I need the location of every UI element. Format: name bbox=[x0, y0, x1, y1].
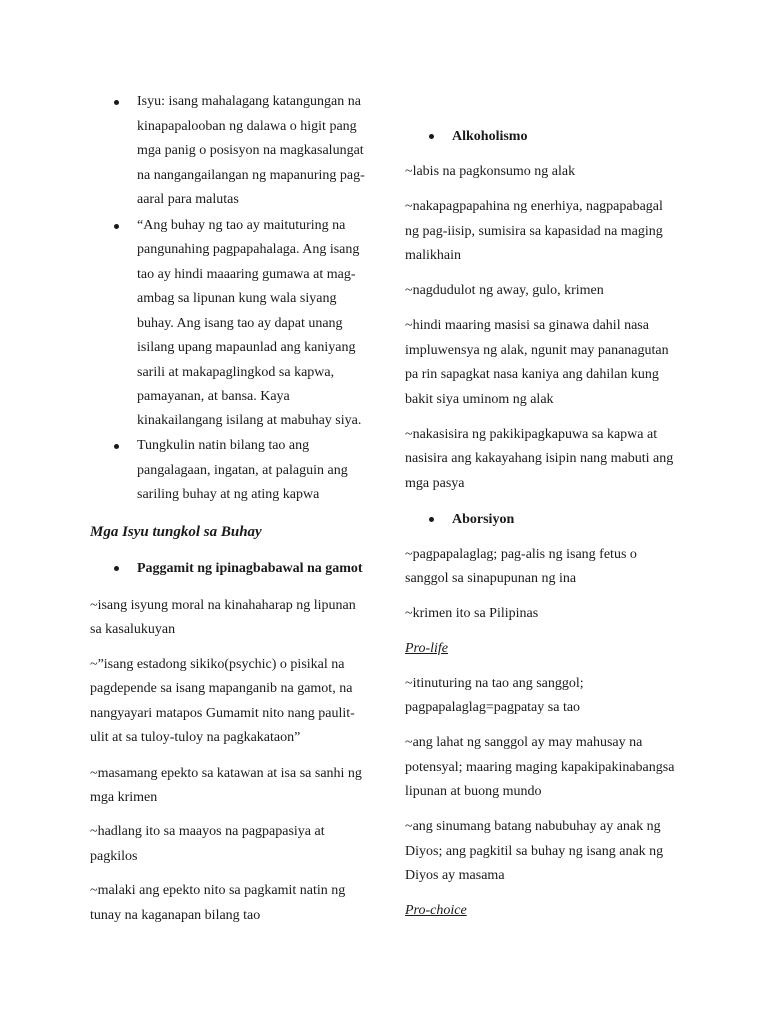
bullet-line: pamayanan, at bansa. Kaya bbox=[137, 389, 290, 404]
paragraph-line: mga pasya bbox=[405, 476, 465, 491]
bullet-line: ambag sa lipunan kung wala siyang bbox=[137, 291, 337, 306]
section-heading: Mga Isyu tungkol sa Buhay bbox=[90, 524, 262, 540]
paragraph-line: ~pagpapalaglag; pag-alis ng isang fetus o bbox=[405, 547, 637, 562]
paragraph-line: ~hindi maaring masisi sa ginawa dahil nasa bbox=[405, 318, 649, 333]
paragraph-line: Diyos; ang pagkitil sa buhay ng isang anak ng bbox=[405, 844, 664, 859]
paragraph-line: ~malaki ang epekto nito sa pagkamit natin ng bbox=[90, 883, 346, 898]
bullet-line: aaral para malutas bbox=[137, 192, 239, 207]
bullet-line: pangunahing pagpapahalaga. Ang isang bbox=[137, 242, 360, 257]
topic-heading: Alkoholismo bbox=[452, 129, 528, 144]
paragraph-line: pagdepende sa isang mapanganib na gamot, na bbox=[90, 681, 353, 696]
paragraph-line: ~isang isyung moral na kinahaharap ng lipunan bbox=[90, 598, 356, 613]
bullet-line: na nangangailangan ng mapanuring pag- bbox=[137, 168, 365, 183]
bullet-line: Tungkulin natin bilang tao ang bbox=[137, 438, 310, 453]
paragraph-line: tunay na kaganapan bilang tao bbox=[90, 908, 261, 923]
paragraph-line: pa rin sapagkat nasa kaniya ang dahilan kung bbox=[405, 367, 659, 382]
topic-heading: Paggamit ng ipinagbabawal na gamot bbox=[137, 561, 363, 576]
paragraph-line: ~”isang estadong sikiko(psychic) o pisikal na bbox=[90, 657, 345, 672]
prochoice-link[interactable]: Pro-choice bbox=[405, 903, 467, 918]
bullet-line: Isyu: isang mahalagang katangungan na bbox=[137, 94, 361, 109]
bullet-line: “Ang buhay ng tao ay maituturing na bbox=[137, 218, 346, 233]
paragraph-line: pagkilos bbox=[90, 849, 138, 864]
paragraph-line: ulit at sa tuloy-tuloy na pagkakataon” bbox=[90, 730, 301, 745]
paragraph-line: malikhain bbox=[405, 248, 461, 263]
paragraph-line: ~masamang epekto sa katawan at isa sa sanhi ng bbox=[90, 766, 362, 781]
bullet-icon bbox=[114, 566, 119, 571]
bullet-line: tao ay hindi maaaring gumawa at mag- bbox=[137, 267, 356, 282]
bullet-line: isilang upang mapaunlad ang kaniyang bbox=[137, 340, 356, 355]
paragraph-line: sa kasalukuyan bbox=[90, 622, 176, 637]
paragraph-line: ~nakapagpapahina ng enerhiya, nagpapabagal bbox=[405, 199, 663, 214]
paragraph-line: sanggol sa sinapupunan ng ina bbox=[405, 571, 577, 586]
paragraph-line: ~ang sinumang batang nabubuhay ay anak ng bbox=[405, 819, 661, 834]
paragraph-line: Diyos ay masama bbox=[405, 868, 505, 883]
paragraph-line: nangyayari matapos Gumamit nito nang paulit- bbox=[90, 706, 355, 721]
paragraph-line: ng pag-iisip, sumisira sa kapasidad na maging bbox=[405, 224, 663, 239]
bullet-icon bbox=[429, 134, 434, 139]
paragraph-line: ~itinuturing na tao ang sanggol; bbox=[405, 676, 584, 691]
bullet-line: kinapapalooban ng dalawa o higit pang bbox=[137, 119, 357, 134]
bullet-line: sarili at makapaglingkod sa kapwa, bbox=[137, 365, 335, 380]
prolife-link[interactable]: Pro-life bbox=[405, 641, 449, 656]
paragraph-line: ~ang lahat ng sanggol ay may mahusay na bbox=[405, 735, 643, 750]
bullet-line: mga panig o posisyon na magkasalungat bbox=[137, 143, 364, 158]
bullet-line: buhay. Ang isang tao ay dapat unang bbox=[137, 316, 343, 331]
paragraph-line: ~nagdudulot ng away, gulo, krimen bbox=[405, 283, 604, 298]
bullet-line: kinakailangang isilang at mabuhay siya. bbox=[137, 413, 362, 428]
paragraph-line: nasisira ang kakayahang isipin nang mabuti ang bbox=[405, 451, 674, 466]
paragraph-line: lipunan at buong mundo bbox=[405, 784, 542, 799]
paragraph-line: mga krimen bbox=[90, 790, 158, 805]
paragraph-line: ~labis na pagkonsumo ng alak bbox=[405, 164, 576, 179]
paragraph-line: impluwensya ng alak, ngunit may pananagutan bbox=[405, 343, 669, 358]
bullet-icon bbox=[114, 444, 119, 449]
topic-heading: Aborsiyon bbox=[452, 512, 515, 527]
bullet-icon bbox=[114, 100, 119, 105]
paragraph-line: pagpapalaglag=pagpatay sa tao bbox=[405, 700, 581, 715]
bullet-line: sariling buhay at ng ating kapwa bbox=[137, 487, 320, 502]
paragraph-line: ~hadlang ito sa maayos na pagpapasiya at bbox=[90, 824, 325, 839]
paragraph-line: bakit siya uminom ng alak bbox=[405, 392, 554, 407]
paragraph-line: potensyal; maaring maging kapakipakinabangsa bbox=[405, 760, 675, 775]
bullet-icon bbox=[429, 517, 434, 522]
bullet-icon bbox=[114, 224, 119, 229]
paragraph-line: ~krimen ito sa Pilipinas bbox=[405, 606, 539, 621]
bullet-line: pangalagaan, ingatan, at palaguin ang bbox=[137, 463, 348, 478]
paragraph-line: ~nakasisira ng pakikipagkapuwa sa kapwa at bbox=[405, 427, 658, 442]
